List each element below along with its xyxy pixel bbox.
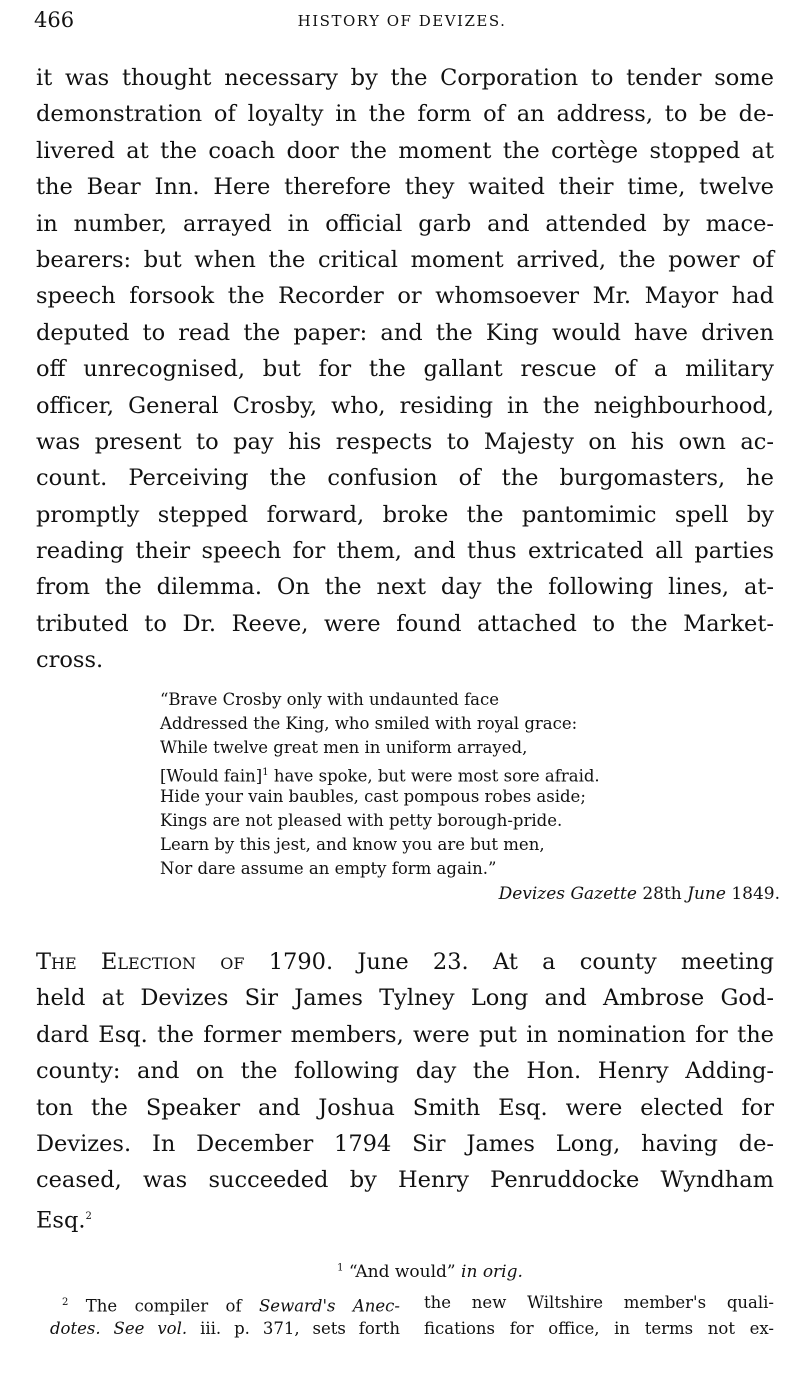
text-line: ceased, was succeeded by Henry Penruddocke Wyndham bbox=[36, 1167, 774, 1194]
footnote-italic: dotes. See vol. bbox=[50, 1319, 188, 1338]
source-day: 28th bbox=[642, 883, 682, 904]
footnote-line bbox=[50, 1316, 400, 1342]
footnote-text: iii. p. 371, sets forth bbox=[200, 1319, 400, 1338]
footnote-line: fications for office, in terms not ex- bbox=[424, 1319, 774, 1338]
text-line: off unrecognised, but for the gallant rescue of a military bbox=[36, 356, 774, 383]
source-month: June bbox=[687, 883, 726, 904]
running-header bbox=[34, 8, 770, 38]
page-number: 466 bbox=[34, 8, 75, 32]
footnote-line: the new Wiltshire member's quali- bbox=[424, 1293, 774, 1312]
footnote-italic: in orig. bbox=[461, 1262, 523, 1282]
poem-line: “Brave Crosby only with undaunted face bbox=[160, 690, 500, 709]
text-line: was present to pay his respects to Majesty on his own ac- bbox=[36, 428, 774, 455]
text-line: count. Perceiving the confusion of the burgomasters, he bbox=[36, 465, 774, 492]
poem-source bbox=[160, 882, 780, 906]
footnote-mark: 1 bbox=[337, 1262, 344, 1274]
footnote-1 bbox=[0, 1262, 800, 1282]
text-line: officer, General Crosby, who, residing in the neighbourhood, bbox=[36, 392, 774, 419]
footnote-ref: 1 bbox=[262, 766, 269, 778]
source-year: 1849. bbox=[731, 883, 780, 904]
text-line: from the dilemma. On the next day the following lines, at- bbox=[36, 574, 774, 601]
text-line bbox=[36, 1199, 774, 1235]
footnote-line bbox=[62, 1290, 400, 1316]
text-line: speech forsook the Recorder or whomsoever Mr. Mayor had bbox=[36, 283, 774, 310]
poem-line bbox=[160, 761, 780, 785]
poem-line: Nor dare assume an empty form again.” bbox=[160, 859, 497, 879]
text-line: reading their speech for them, and thus extricated all parties bbox=[36, 538, 774, 565]
text: Esq. bbox=[36, 1207, 86, 1234]
poem-line: Kings are not pleased with petty borough-pride. bbox=[160, 810, 563, 830]
footnote-text: The compiler of bbox=[85, 1296, 242, 1316]
poem-text: [Would fain] bbox=[160, 766, 263, 786]
text-line: in number, arrayed in official garb and attended by mace- bbox=[36, 210, 774, 237]
text-line: ton the Speaker and Joshua Smith Esq. were elected for bbox=[36, 1094, 774, 1121]
text: 1790. June 23. At a county meeting bbox=[268, 949, 775, 975]
text-line: county: and on the following day the Hon. Henry Adding- bbox=[36, 1058, 774, 1085]
poem-text: have spoke, but were most sore afraid. bbox=[268, 766, 600, 786]
paragraph-2 bbox=[36, 944, 774, 1235]
paragraph-1 bbox=[36, 60, 774, 679]
footnote-ref: 2 bbox=[85, 1210, 92, 1222]
text-line: deputed to read the paper: and the King would have driven bbox=[36, 319, 774, 346]
poem bbox=[160, 688, 780, 906]
text-line: the Bear Inn. Here therefore they waited their time, twelve bbox=[36, 174, 774, 201]
poem-line: Hide your vain baubles, cast pompous robes aside; bbox=[160, 786, 586, 806]
text-line: promptly stepped forward, broke the pantomimic spell by bbox=[36, 501, 774, 528]
footnote-italic: Seward's Anec- bbox=[259, 1296, 400, 1316]
text-line: dard Esq. the former members, were put in nomination for the bbox=[36, 1021, 774, 1048]
text-line: Devizes. In December 1794 Sir James Long, having de- bbox=[36, 1130, 774, 1157]
poem-line: Addressed the King, who smiled with royal grace: bbox=[160, 714, 578, 734]
text-line: tributed to Dr. Reeve, were found attached to the Market- bbox=[36, 610, 774, 637]
poem-line: Learn by this jest, and know you are but men, bbox=[160, 835, 545, 855]
footnote-2-col-1 bbox=[50, 1290, 400, 1342]
text-line: livered at the coach door the moment the cortège stopped at bbox=[36, 137, 774, 164]
text-line: held at Devizes Sir James Tylney Long and Ambrose God- bbox=[36, 985, 774, 1012]
footnote-mark: 2 bbox=[62, 1297, 69, 1308]
text-line: it was thought necessary by the Corporation to tender some bbox=[36, 65, 774, 91]
footnote-2-col-2 bbox=[424, 1290, 774, 1342]
text-line: demonstration of loyalty in the form of an address, to be de- bbox=[36, 101, 774, 128]
footnote-text: “And would” bbox=[348, 1262, 456, 1282]
text-line bbox=[36, 944, 774, 980]
section-heading: The Election of bbox=[36, 949, 245, 975]
source-title: Devizes Gazette bbox=[498, 883, 637, 904]
running-title: HISTORY OF DEVIZES. bbox=[297, 12, 507, 30]
text-line: cross. bbox=[36, 647, 104, 674]
text-line: bearers: but when the critical moment arrived, the power of bbox=[36, 246, 774, 273]
poem-line: While twelve great men in uniform arrayed, bbox=[160, 738, 528, 758]
